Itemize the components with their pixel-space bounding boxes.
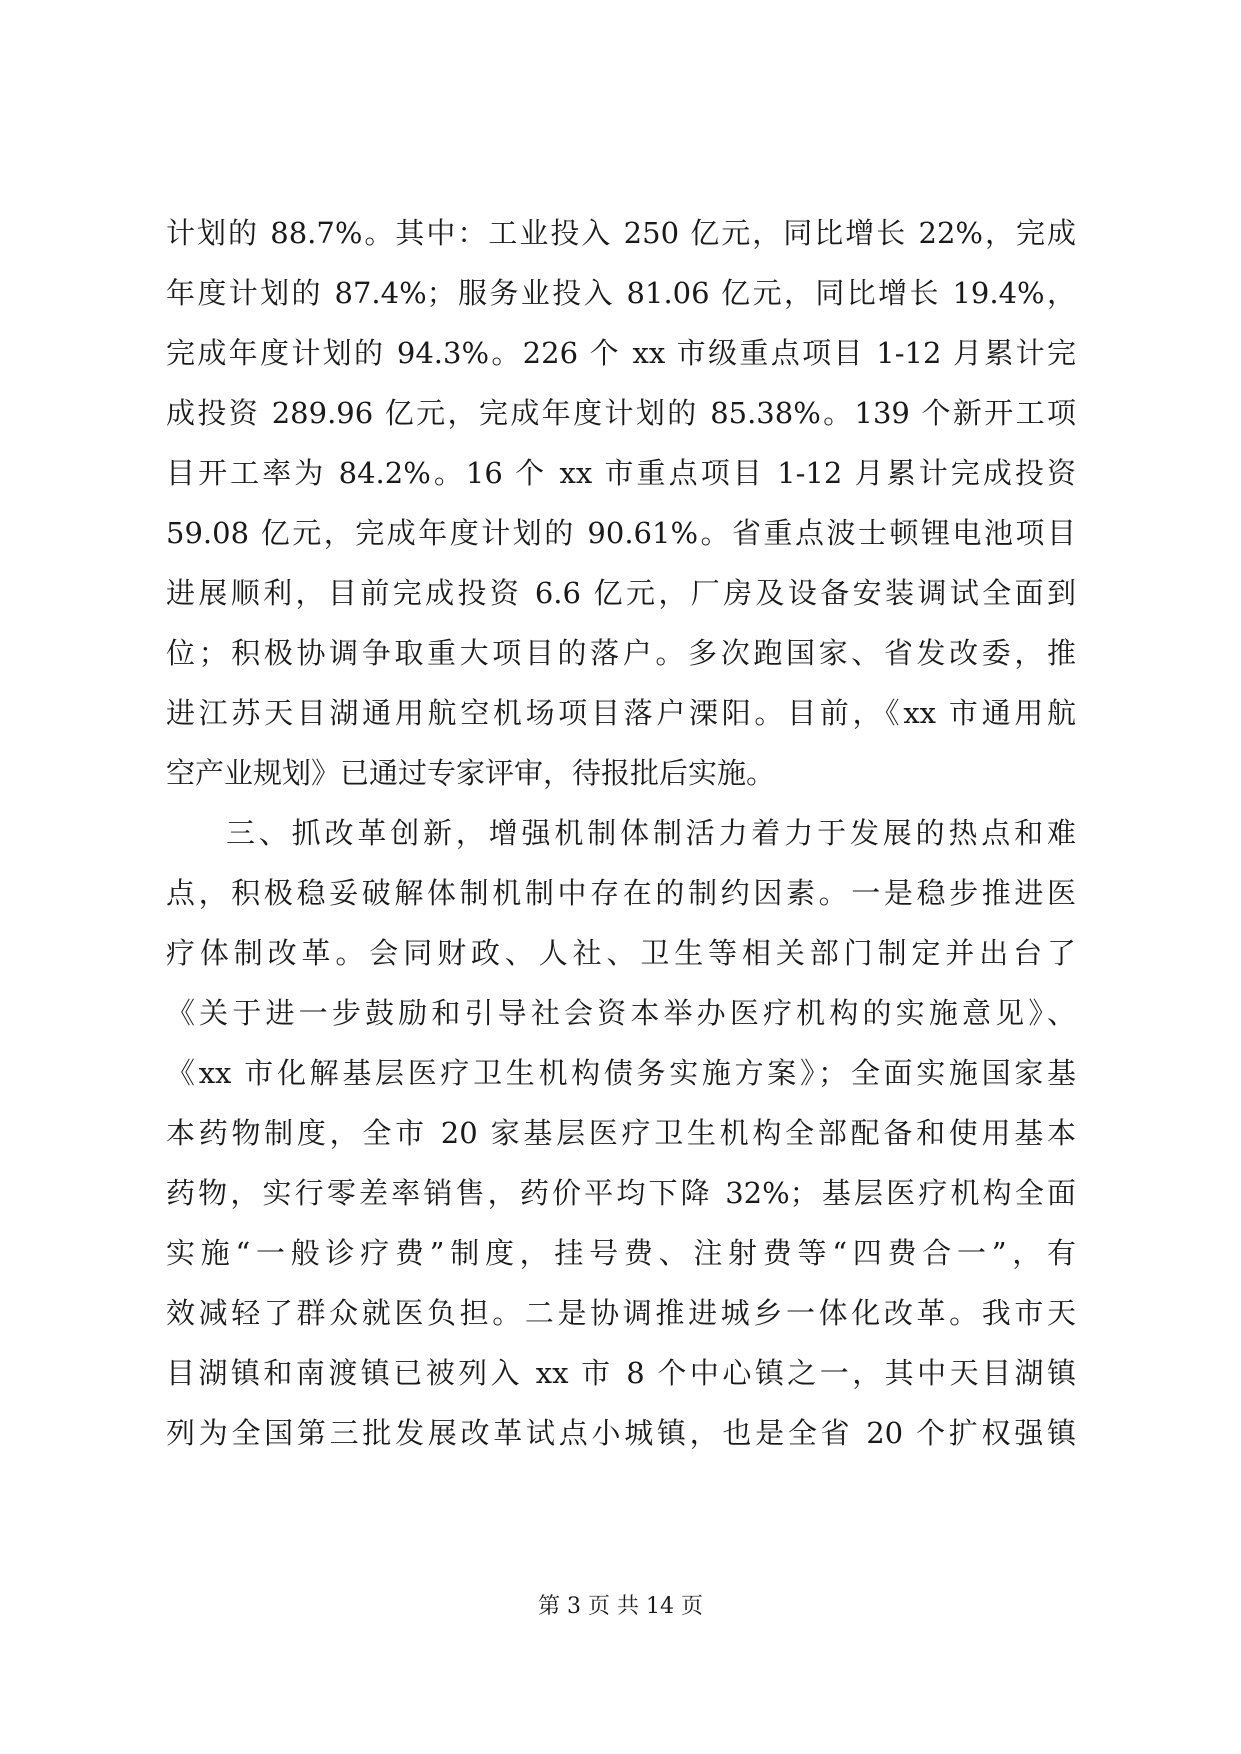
- text-line: 成投资 289.96 亿元，完成年度计划的 85.38%。139 个新开工项: [166, 396, 1076, 430]
- text-line: 点，积极稳妥破解体制机制中存在的制约因素。一是稳步推进医: [166, 876, 1076, 910]
- text-line: 59.08 亿元，完成年度计划的 90.61%。省重点波士顿锂电池项目: [166, 516, 1076, 550]
- text-line: 实施“一般诊疗费”制度，挂号费、注射费等“四费合一”，有: [166, 1236, 1076, 1270]
- text-line: 年度计划的 87.4%；服务业投入 81.06 亿元，同比增长 19.4%，: [166, 276, 1076, 310]
- text-line: 进展顺利，目前完成投资 6.6 亿元，厂房及设备安装调试全面到: [166, 576, 1076, 610]
- text-line: 三、抓改革创新，增强机制体制活力着力于发展的热点和难: [226, 816, 1076, 850]
- text-line: 本药物制度，全市 20 家基层医疗卫生机构全部配备和使用基本: [166, 1116, 1076, 1150]
- text-line: 位；积极协调争取重大项目的落户。多次跑国家、省发改委，推: [166, 636, 1076, 670]
- text-line: 进江苏天目湖通用航空机场项目落户溧阳。目前，《xx 市通用航: [166, 696, 1076, 730]
- text-line: 疗体制改革。会同财政、人社、卫生等相关部门制定并出台了: [166, 936, 1076, 970]
- text-line: 目湖镇和南渡镇已被列入 xx 市 8 个中心镇之一，其中天目湖镇: [166, 1356, 1076, 1390]
- text-line: 目开工率为 84.2%。16 个 xx 市重点项目 1-12 月累计完成投资: [166, 456, 1076, 490]
- text-line: 效减轻了群众就医负担。二是协调推进城乡一体化改革。我市天: [166, 1296, 1076, 1330]
- page-number-footer: 第 3 页 共 14 页: [538, 1594, 703, 1619]
- text-line: 《xx 市化解基层医疗卫生机构债务实施方案》；全面实施国家基: [166, 1056, 1076, 1090]
- text-line: 计划的 88.7%。其中：工业投入 250 亿元，同比增长 22%，完成: [166, 216, 1076, 250]
- text-line: 空产业规划》已通过专家评审，待报批后实施。: [166, 756, 776, 790]
- text-line: 药物，实行零差率销售，药价平均下降 32%；基层医疗机构全面: [166, 1176, 1076, 1210]
- text-line: 完成年度计划的 94.3%。226 个 xx 市级重点项目 1-12 月累计完: [166, 336, 1076, 370]
- text-line: 列为全国第三批发展改革试点小城镇，也是全省 20 个扩权强镇: [166, 1416, 1076, 1450]
- text-line: 《关于进一步鼓励和引导社会资本举办医疗机构的实施意见》、: [166, 996, 1076, 1030]
